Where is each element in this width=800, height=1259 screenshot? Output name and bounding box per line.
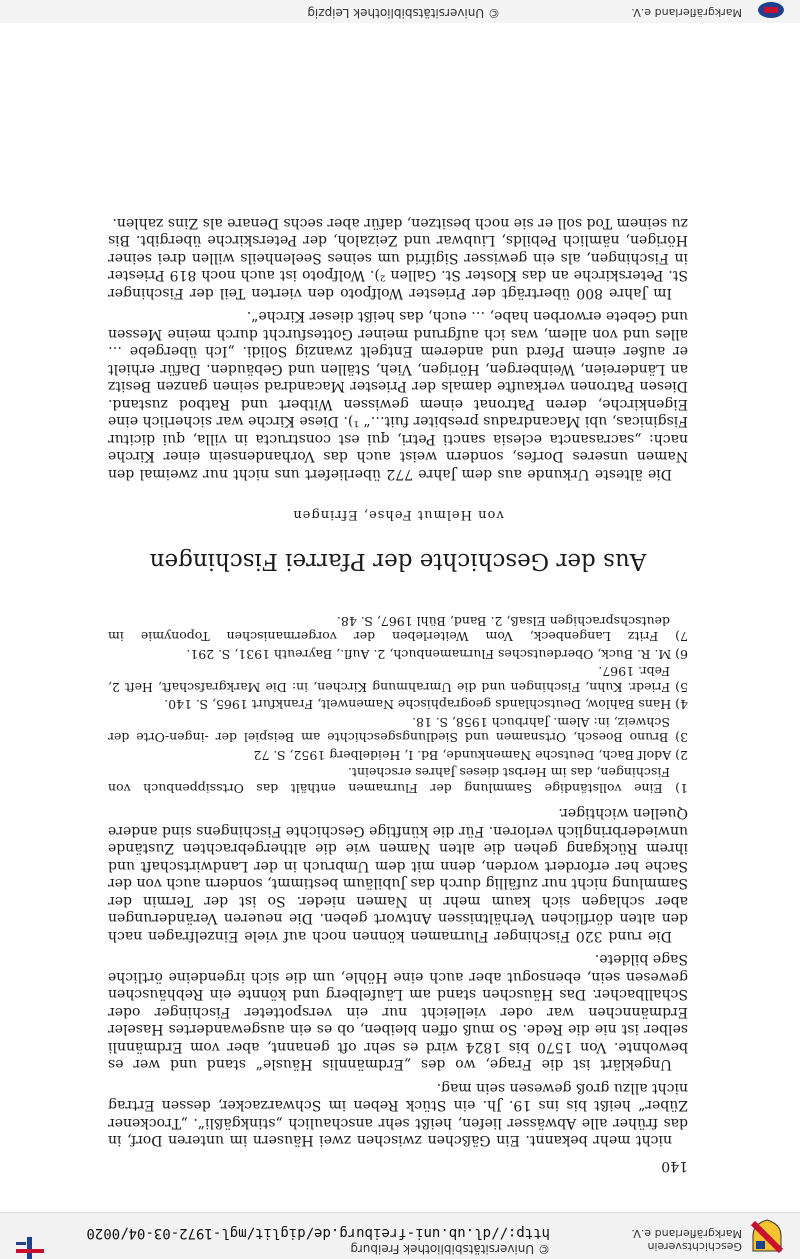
org-line-2: Markgräflerland e.V. [631, 1227, 742, 1240]
footnote: 1) Eine vollständige Sammlung der Flurnamen enthält das Ortssippenbuch von Fischingen, das im Herbst dieses Jahres erscheint. [108, 765, 688, 796]
source-url-link[interactable]: http://dl.ub.uni-freiburg.de/diglit/mgl-1972-03-04/0020 [86, 1225, 550, 1241]
footnotes [108, 614, 688, 797]
article-paragraph: Die älteste Urkunde aus dem Jahre 772 überliefert uns nicht nur zweimal den Namen unseres Dorfes, sondern weist auch das Vorhandensein einer Kirche nach: „sacrasancta eclesia sancti Petri, qui est constructa in villa, qui dicitur Fisginicas, ubi Macandradus presbiter fuit…“ ¹). Diese Kirche war sicherlich eine Eigenkirche, deren Patronat einem gewissen Witbert und Ratbod zustand. Diesen Patronen verkaufte damals der Priester Macandrad seinen ganzen Besitz an Ländereien, Weinbergen, Hörigen, Vieh, Ställen und Gebäuden. Dafür erhielt er außer einem Pferd und anderem Entgelt zwanzig Solidi. „Ich übergebe … alles und von allem, was ich aufgrund meiner Gottesfurcht durch meine Messen und Gebete erworben habe, … euch, das heißt dieser Kirche“. [108, 308, 688, 482]
footer-org: Markgräflerland e.V. [631, 6, 742, 19]
footer-copyright: © Universitätsbibliothek Leipzig [307, 6, 500, 20]
article-paragraph: Im Jahre 800 überträgt der Priester Wolfpoto den vierten Teil der Fischinger St. Peterskirche an das Kloster St. Gallen ²). Wolfpoto ist auch noch 819 Priester in Fischingen, als ein gewisser Sigifrid um seines Seelenheils willen drei seiner Hörigen, nämlich Pebilds, Liubwar und Zeizaloh, der Peterskirche übergibt. Bis zu seinem Tod soll er sie noch besitzen, dafür aber sechs Denare als Zins zahlen. [108, 215, 688, 301]
coat-of-arms-icon [750, 1219, 784, 1253]
article-title: Aus der Geschichte der Pfarrei Fischingen [149, 548, 647, 575]
article-byline: von Helmut Fehse, Efringen [292, 507, 504, 523]
body-paragraph: Ungeklärt ist die Frage, wo des „Erdmännlis Häusle“ stand und wer es bewohnte. Von 1570 bis 1824 wird es sehr oft genannt, aber vom Erdmännli selber ist nie die Rede. So muß offen bleiben, ob es ein ausgewandertes Haseler Erdmännchen war oder vielleicht nur ein verspotteter Fischinger oder Schallbacher. Das Häuschen stand am Läufelberg und könnte ein Rebhäuschen gewesen sein, ebensogut aber auch eine Höhle, um die sich irgendeine örtliche Sage bildete. [108, 951, 688, 1073]
footnote: 6) M. R. Buck, Oberdeutsches Flurnamenbuch, 2. Aufl., Bayreuth 1931, S. 291. [186, 647, 688, 662]
org-line-1: Geschichtsverein [647, 1240, 742, 1253]
body-paragraph: nicht mehr bekannt. Ein Gäßchen zwischen zwei Häusern im unteren Dorf, in das früher alle Abwässer liefen, heißt sehr anschaulich „stinkgäßli“. „Trockener Züber“ heißt bis ins 19. Jh. ein Stück Reben im Schwarzacker, dessen Ertrag nicht allzu groß gewesen sein mag. [108, 1080, 688, 1149]
footnote: 7) Fritz Langenbeck, Vom Weiterleben der vorgermanischen Toponymie im deutschsprachigen Elsaß, 2. Band, Bühl 1967, S. 48. [108, 614, 688, 645]
document-body [108, 208, 688, 1175]
footnote: 4) Hans Bahlow, Deutschlands geographische Namenwelt, Frankfurt 1965, S. 140. [164, 697, 688, 713]
viewer-header [0, 1212, 800, 1259]
viewer-footer [0, 0, 800, 23]
footnote: 2) Adolf Bach, Deutsche Namenkunde, Bd. I, Heidelberg 1952, S. 72 [253, 748, 688, 763]
body-paragraph: Die rund 320 Fischinger Flurnamen können noch auf viele Einzelfragen nach den alten dörflichen Verhältnissen Antwort geben. Die neueren Veränderungen aber schlagen sich kaum mehr in Namen nieder. So ist der Termin der Sammlung nicht nur zufällig durch das Jubiläum bestimmt, sondern auch von der Sache her erfordert worden, denn mit dem Umbruch in der Landwirtschaft und ihrem Rückgang gehen die alten Namen wie die althergebrachten Zustände unwiederbringlich verloren. Für die künftige Geschichte Fischingens sind andere Quellen wichtiger. [108, 805, 688, 944]
university-logo-icon [12, 1237, 48, 1259]
footnote: 5) Friedr. Kuhn, Fischingen und die Umrahmung Kirchen, in: Die Markgrafschaft, Heft 2, Febr. 1967. [108, 664, 688, 695]
header-copyright: © Universitätsbibliothek Freiburg [350, 1242, 550, 1256]
org-name [631, 1227, 742, 1253]
page-number: 140 [661, 1158, 688, 1174]
footnote: 3) Bruno Boesch, Ortsnamen und Siedlungsgeschichte am Beispiel der -ingen-Orte der Schweiz, in: Alem. Jahrbuch 1958, S. 18. [108, 715, 688, 746]
coat-of-arms-icon [756, 1, 786, 19]
